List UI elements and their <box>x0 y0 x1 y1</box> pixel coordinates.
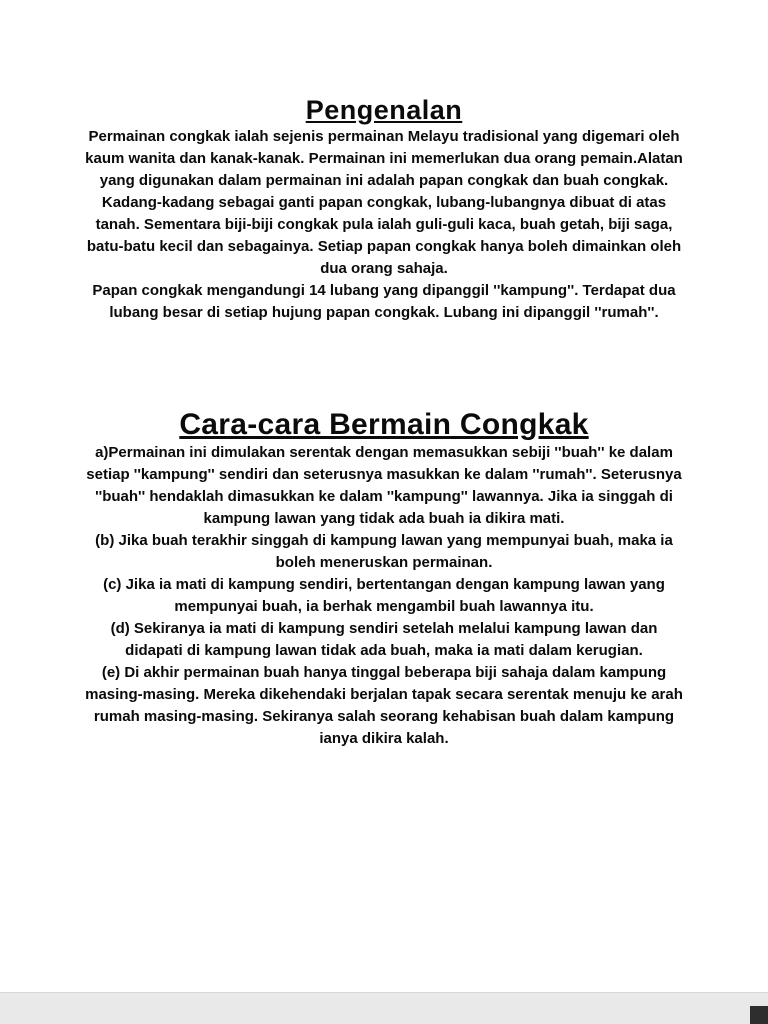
section-title-cara-cara-bermain: Cara-cara Bermain Congkak <box>179 408 589 441</box>
paragraph-intro-1: Permainan congkak ialah sejenis permainan Melayu tradisional yang digemari oleh kaum wanita dan kanak-kanak. Permainan ini memerlukan dua orang pemain.Alatan yang digunakan dalam permainan ini adalah papan congkak dan buah congkak. Kadang-kadang sebagai ganti papan congkak, lubang-lubangnya dibuat di atas tanah. Sementara biji-biji congkak pula ialah guli-guli kaca, buah getah, biji saga, batu-batu kecil dan sebagainya. Setiap papan congkak hanya boleh dimainkan oleh dua orang sahaja. <box>85 128 683 277</box>
page-bottom-gap <box>0 992 768 1024</box>
paragraph-rule-e: (e) Di akhir permainan buah hanya tinggal beberapa biji sahaja dalam kampung masing-masing. Mereka dikehendaki berjalan tapak secara serentak menuju ke arah rumah masing-masing. Sekiranya salah seorang kehabisan buah dalam kampung ianya dikira kalah. <box>85 664 683 747</box>
paragraph-rule-b: (b) Jika buah terakhir singgah di kampung lawan yang mempunyai buah, maka ia boleh meneruskan permainan. <box>95 532 673 571</box>
paragraph-rule-a: a)Permainan ini dimulakan serentak dengan memasukkan sebiji ''buah'' ke dalam setiap ''kampung'' sendiri dan seterusnya masukkan ke dalam ''rumah''. Seterusnya ''buah'' hendaklah dimasukkan ke dalam ''kampung'' lawannya. Jika ia singgah di kampung lawan yang tidak ada buah ia dikira mati. <box>86 444 682 527</box>
section-title-pengenalan: Pengenalan <box>305 95 463 125</box>
paragraph-rule-c: (c) Jika ia mati di kampung sendiri, bertentangan dengan kampung lawan yang mempunyai buah, ia berhak mengambil buah lawannya itu. <box>103 576 665 615</box>
paragraph-intro-2: Papan congkak mengandungi 14 lubang yang dipanggil ''kampung''. Terdapat dua lubang besar di setiap hujung papan congkak. Lubang ini dipanggil ''rumah''. <box>92 282 676 321</box>
bottom-right-corner-block <box>750 1006 768 1024</box>
paragraph-rule-d: (d) Sekiranya ia mati di kampung sendiri setelah melalui kampung lawan dan didapati di kampung lawan tidak ada buah, maka ia mati dalam kerugian. <box>110 620 658 659</box>
page-content <box>84 0 684 750</box>
